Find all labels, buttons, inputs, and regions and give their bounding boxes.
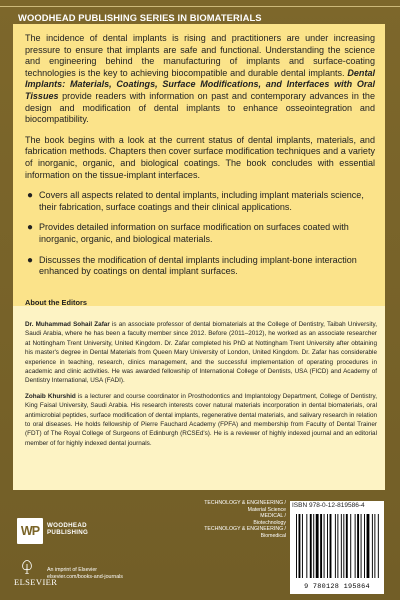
editor-name: Zohaib Khurshid [25, 392, 76, 400]
intro-paragraph-2: The book begins with a look at the current status of dental implants, materials, and fabrication methods. Chapters then cover surface modification techniques and a variety of inorganic, organic, and biological coatings. The book concludes with essential information on the tissue-implant interfaces. [25, 134, 375, 180]
subject-categories: TECHNOLOGY & ENGINEERING / Material Science MEDICAL / Biotechnology TECHNOLOGY & ENGINEERING / Biomedical [204, 500, 286, 539]
editor-bio-1: Dr. Muhammad Sohail Zafar is an associate professor of dental biomaterials at the College of Dentistry, Taibah University, Saudi Arabia, where he has been a faculty member since 2012. Before (2011–2012), he worked as an associate researcher at Nottingham Trent University, United Kingdom. Dr. Zafar completed his PhD at Nottingham Trent University after obtaining his master's degree in Dental Materials from Queen Mary University of London, United Kingdom. Dr. Zafar has considerable experience in teaching, research, clinics management, and the successful implementation of operating procedures in academic and clinic activities. He was awarded fellowship of International College of Dentists, USA (FICD) and Academy of Dentistry International, USA (FADI). [25, 321, 377, 385]
list-item: ● Covers all aspects related to dental implants, including implant materials science, their fabrication, surface coatings and their clinical applications. [27, 190, 364, 212]
book-title: Dental Implants: Materials, Coatings, Surface Modifications, and Interfaces with Oral Tissues [25, 67, 376, 101]
series-title: WOODHEAD PUBLISHING SERIES IN BIOMATERIALS [18, 12, 262, 23]
woodhead-logo-icon: WP [17, 518, 43, 544]
barcode-number: 9 780128 195864 [304, 583, 370, 591]
imprint-text: An imprint of Elsevier elsevier.com/books-and-journals [47, 567, 123, 580]
about-heading: About the Editors [25, 298, 87, 307]
isbn-label: ISBN 978-0-12-819586-4 [290, 501, 384, 510]
about-heading-bar [13, 297, 385, 311]
feature-list [25, 190, 375, 278]
publisher-name: WOODHEAD PUBLISHING [47, 522, 89, 537]
editor-bio-2: Zohaib Khurshid is a lecturer and course coordinator in Prosthodontics and Implantology Department, College of Dentistry, King Faisal University, Saudi Arabia. His research interests cover natural materials incorporation in dental biomaterials, oral antimicrobial peptides, surface modification of dental implants, regenerative dental materials, and salivary research in relation to oral diseases. He holds fellowship of Pierre Fauchard Academy (FPFA) and membership from Faculty of Dental Trainer (FDT) of The Royal College of Surgeons of Edinburgh (RCSEd's). He is a reviewer of highly indexed journal and an editorial member of for highly indexed dental journals. [25, 392, 377, 447]
description-panel [13, 24, 385, 306]
bullet-icon: ● [27, 222, 34, 234]
barcode [290, 510, 384, 594]
list-item: ● Discusses the modification of dental implants including implant-bone interaction enhanced by coatings on dental implant surfaces. [27, 254, 357, 277]
elsevier-tree-icon [21, 560, 33, 574]
about-editors-panel [13, 298, 385, 490]
bullet-icon: ● [27, 254, 34, 266]
intro-paragraph-1: The incidence of dental implants is rising and practitioners are under increasing pressure to ensure that implants are safe and functional. Understanding the science and engineering behind the manufacturing of implants and surface-coating technologies is the key to achieving biocompatible and durable dental implants. Dental Implants: Materials, Coatings, Surface Modifications, and Interfaces with Oral Tissues provide readers with information on past and contemporary advances in the design and modification of dental implants to enhance osseointegration and biocompatibility. [25, 33, 376, 125]
editor-name: Dr. Muhammad Sohail Zafar [25, 321, 110, 328]
bullet-icon: ● [27, 190, 34, 202]
list-item: ● Provides detailed information on surface modification on surfaces coated with inorganic, organic, and biological materials. [27, 222, 349, 244]
elsevier-wordmark: ELSEVIER [14, 577, 58, 587]
top-rule [0, 6, 400, 7]
barcode-bars-icon [294, 514, 380, 580]
